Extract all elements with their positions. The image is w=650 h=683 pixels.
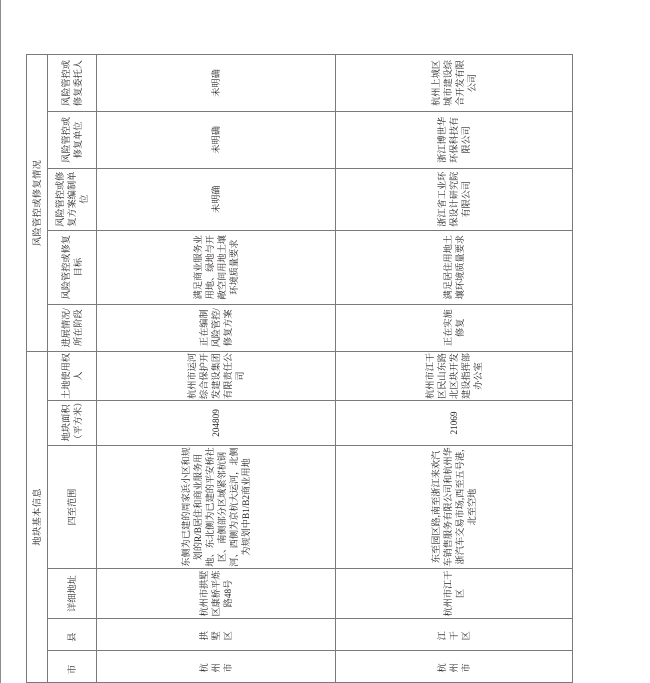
group-header-parcel-basic-info: 地块基本信息: [27, 351, 48, 682]
cell-address: 杭州市江干区: [336, 569, 573, 618]
cell-client: 未明确: [97, 55, 336, 112]
cell-boundary: 东侧为已建的周家浜小区和规划的R/B居住和商业服务用地、东北侧为已建的平安桥社区、南侧部分区域紧邻杭钢河、西侧为京杭大运河，北侧为规划中B1/B2商业用地: [97, 445, 336, 569]
table-row: [97, 55, 336, 683]
col-header-area: 地块面积（平方米）: [48, 401, 97, 445]
col-header-repair-unit: 风险管控或修复单位: [48, 111, 97, 168]
cell-plan-drafting-unit: 浙江省工业环保设计研究院有限公司: [336, 168, 573, 230]
cell-city: 杭 州 市: [336, 650, 573, 682]
cell-plan-drafting-unit: 未明确: [97, 168, 336, 230]
col-header-address: 详细地址: [48, 569, 97, 618]
cell-progress-stage: 正在实施修复: [336, 304, 573, 351]
cell-land-use-right-holder: 杭州市运河综合保护开发建设集团有限责任公司: [97, 351, 336, 401]
cell-repair-unit: 浙江博世华环保科技有限公司: [336, 111, 573, 168]
cell-city: 杭 州 市: [97, 650, 336, 682]
col-header-boundary: 四至范围: [48, 445, 97, 569]
cell-area: 21069: [336, 401, 573, 445]
col-header-city: 市: [48, 650, 97, 682]
cell-boundary: 东至园区路,南至浙江来欢汽车销售服务有限公司和杭州华浙汽车交易市场,西至五号港,北至空地: [336, 445, 573, 569]
col-header-client: 风险管控或修复委托人: [48, 55, 97, 112]
group-header-risk-control-status: 风险管控或修复情况: [27, 55, 48, 352]
cell-county: 拱 墅 区: [97, 618, 336, 650]
cell-risk-control-goal: 满足居住用地土壤环境质量要求: [336, 230, 573, 304]
cell-area: 204809: [97, 401, 336, 445]
col-header-risk-control-goal: 风险管控或修复目标: [48, 230, 97, 304]
land-parcel-table: [26, 54, 573, 683]
cell-progress-stage: 正在编制风险管控/修复方案: [97, 304, 336, 351]
col-header-plan-drafting-unit: 风险管控或修复方案编制单位: [48, 168, 97, 230]
col-header-progress-stage: 进展情况/所在阶段: [48, 304, 97, 351]
cell-land-use-right-holder: 杭州市江干区民山东路北区块开发建设指挥部办公室: [336, 351, 573, 401]
cell-address: 杭州市拱墅区康桥平炼路48号: [97, 569, 336, 618]
table-group-header-row: [27, 55, 48, 683]
cell-repair-unit: 未明确: [97, 111, 336, 168]
cell-county: 江 干 区: [336, 618, 573, 650]
col-header-land-use-right-holder: 土地使用权人: [48, 351, 97, 401]
col-header-county: 县: [48, 618, 97, 650]
table-row: [336, 55, 573, 683]
cell-client: 杭州上城区城市建设综合开发有限公司: [336, 55, 573, 112]
table-column-header-row: [48, 55, 97, 683]
cell-risk-control-goal: 满足商业服务业用地、绿地与开敞空间用地土壤环境质量要求: [97, 230, 336, 304]
